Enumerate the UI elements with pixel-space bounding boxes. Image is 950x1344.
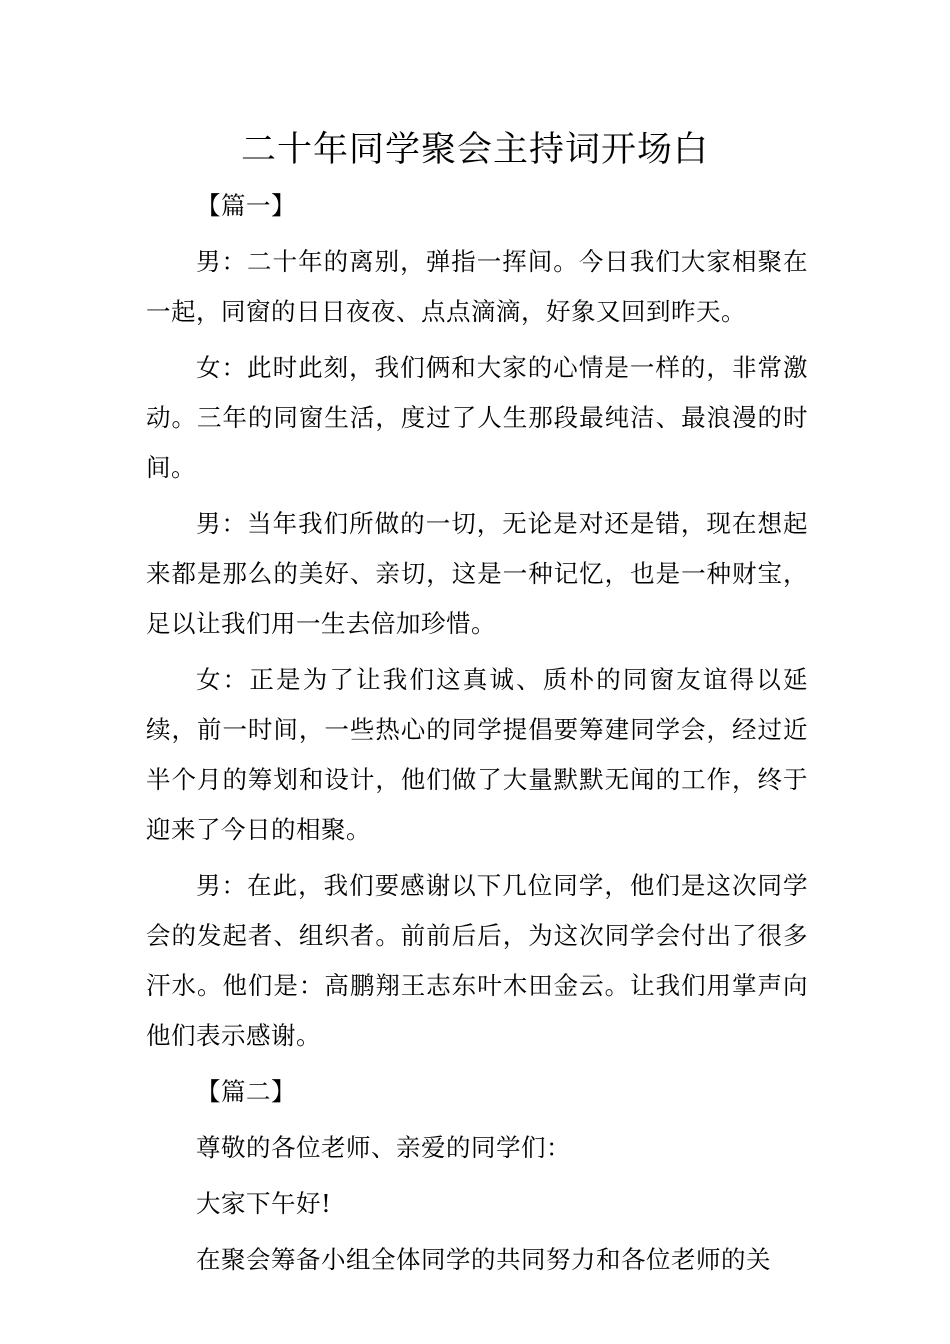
section-heading-2: 【篇二】	[196, 1077, 296, 1106]
paragraph: 男：二十年的离别，弹指一挥间。今日我们大家相聚在一起，同窗的日日夜夜、点点滴滴，好象又回到昨天。	[146, 247, 808, 326]
paragraph: 女：此时此刻，我们俩和大家的心情是一样的，非常激动。三年的同窗生活，度过了人生那段最纯洁、最浪漫的时间。	[146, 353, 808, 482]
paragraph: 大家下午好!	[196, 1189, 332, 1218]
paragraph: 男：当年我们所做的一切，无论是对还是错，现在想起来都是那么的美好、亲切，这是一种记忆，也是一种财宝，足以让我们用一生去倍加珍惜。	[146, 509, 808, 638]
paragraph: 男：在此，我们要感谢以下几位同学，他们是这次同学会的发起者、组织者。前前后后，为这次同学会付出了很多汗水。他们是：高鹏翔王志东叶木田金云。让我们用掌声向他们表示感谢。	[146, 871, 808, 1050]
paragraph: 在聚会筹备小组全体同学的共同努力和各位老师的关	[196, 1245, 771, 1274]
paragraph: 尊敬的各位老师、亲爱的同学们：	[196, 1133, 571, 1162]
section-heading-1: 【篇一】	[196, 191, 296, 220]
document-title: 二十年同学聚会主持词开场白	[240, 130, 709, 170]
document-body	[146, 181, 808, 1285]
paragraph: 女：正是为了让我们这真诚、质朴的同窗友谊得以延续，前一时间，一些热心的同学提倡要筹建同学会，经过近半个月的筹划和设计，他们做了大量默默无闻的工作，终于迎来了今日的相聚。	[146, 665, 808, 844]
